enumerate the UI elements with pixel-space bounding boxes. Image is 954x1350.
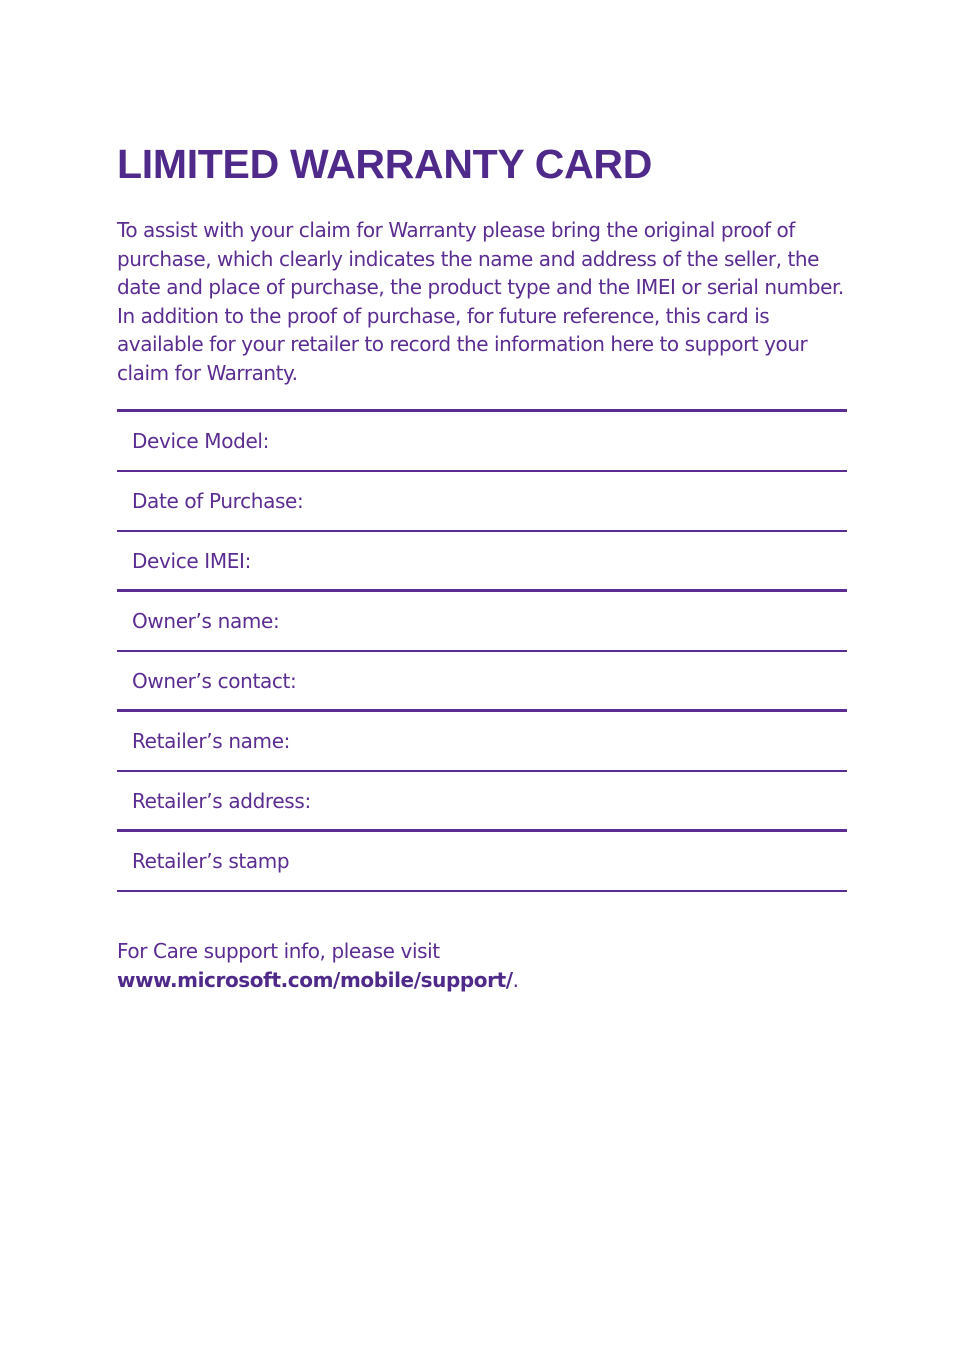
retailer-stamp-label: Retailer’s stamp <box>132 849 290 873</box>
device-imei-label: Device IMEI: <box>132 548 251 573</box>
form-row-retailer-address[interactable] <box>117 772 847 832</box>
device-model-label: Device Model: <box>132 429 269 453</box>
form-row-owner-name[interactable] <box>117 592 847 652</box>
retailer-address-label: Retailer’s address: <box>132 788 311 813</box>
support-suffix: . <box>512 968 519 992</box>
warranty-form <box>117 409 847 892</box>
owner-contact-label: Owner’s contact: <box>132 668 297 693</box>
owner-name-label: Owner’s name: <box>132 609 280 633</box>
support-link[interactable]: www.microsoft.com/mobile/support/ <box>117 968 513 992</box>
support-footer <box>117 937 847 995</box>
retailer-name-label: Retailer’s name: <box>132 729 291 753</box>
form-row-retailer-stamp[interactable] <box>117 832 847 892</box>
intro-paragraph: To assist with your claim for Warranty please bring the original proof of purchase, which clearly indicates the name and address of the seller, the date and place of purchase, the product type and the IMEI or serial number. In addition to the proof of purchase, for future reference, this card is available for your retailer to record the information here to support your claim for Warranty. <box>117 218 844 385</box>
form-row-retailer-name[interactable] <box>117 712 847 772</box>
form-row-owner-contact[interactable] <box>117 652 847 712</box>
form-row-device-imei[interactable] <box>117 532 847 592</box>
page-title: LIMITED WARRANTY CARD <box>117 141 653 187</box>
support-prefix: For Care support info, please visit <box>117 939 440 963</box>
date-of-purchase-label: Date of Purchase: <box>132 489 304 513</box>
form-row-date-of-purchase[interactable] <box>117 472 847 532</box>
form-row-device-model[interactable] <box>117 412 847 472</box>
